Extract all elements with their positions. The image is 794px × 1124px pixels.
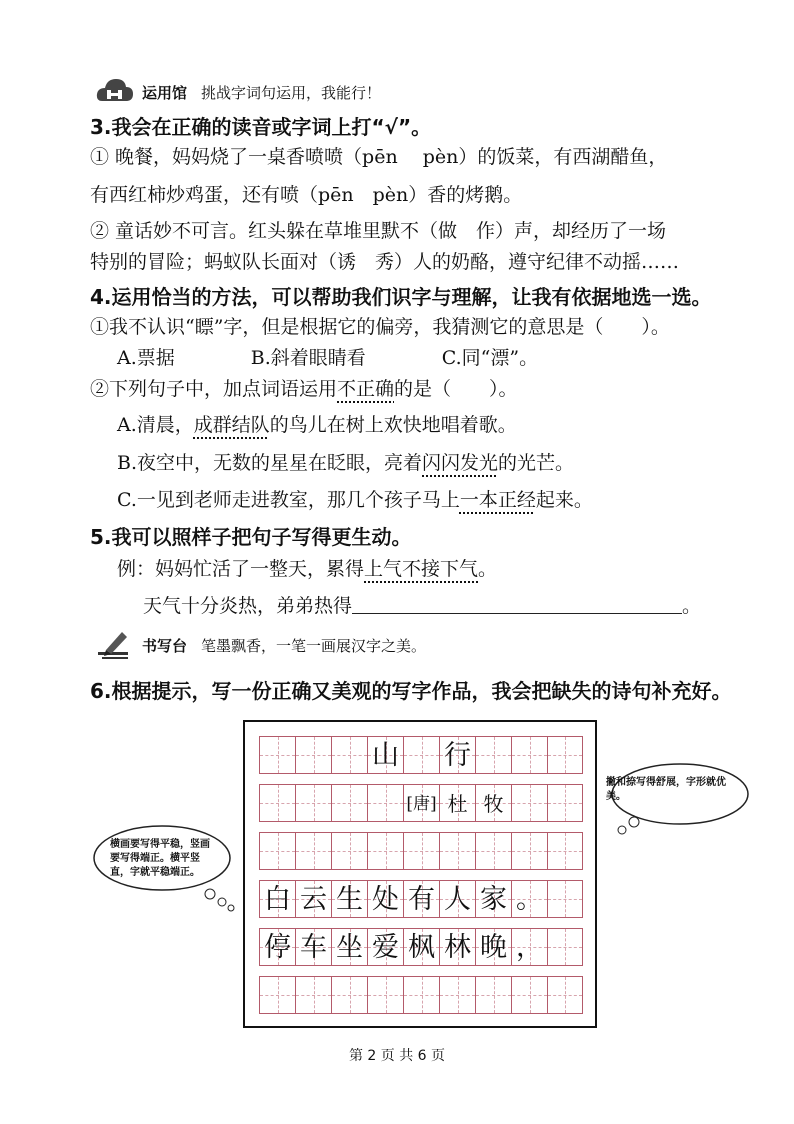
- grid-row-4: 白 云 生 处 有 人 家 。: [259, 880, 583, 918]
- left-bubble-text: 横画要写得平稳，竖画要写得端正。横平竖直，字就平稳端正。: [110, 839, 210, 878]
- q4-sub-2: ②下列句子中，加点词语运用不正确的是（ ）。: [90, 378, 518, 400]
- page-number: 第 2 页 共 6 页: [348, 1048, 446, 1064]
- grid-row-2: [唐] 杜 牧: [259, 784, 583, 822]
- grid-row-1: 山 行: [259, 736, 583, 774]
- cloud-icon: [96, 75, 134, 109]
- section-header-usage: [96, 74, 381, 110]
- q3-line-3: ② 童话妙不可言。红头躲在草堆里默不（做 作）声，却经历了一场: [90, 220, 667, 242]
- question-6-title: 6.根据提示，写一份正确又美观的写字作品，我会把缺失的诗句补充好。: [90, 679, 732, 703]
- q5-example: 例：妈妈忙活了一整天，累得上气不接下气。: [117, 558, 498, 580]
- right-bubble-text: 撇和捺写得舒展，字形就优美。: [606, 777, 726, 802]
- q5-task: 天气十分炎热，弟弟热得 。: [143, 595, 702, 617]
- question-5-title: 5.我可以照样子把句子写得更生动。: [90, 525, 412, 549]
- section-header-writing: [96, 627, 426, 663]
- grid-row-3[interactable]: [259, 832, 583, 870]
- question-4-title: 4.运用恰当的方法，可以帮助我们识字与理解，让我有依据地选一选。: [90, 285, 712, 309]
- section-name: 书写台: [142, 636, 188, 655]
- answer-blank[interactable]: [352, 594, 682, 614]
- q3-line-4: 特别的冒险；蚂蚁队长面对（诱 秀）人的奶酪，遵守纪律不动摇……: [90, 251, 680, 273]
- pencil-icon: [96, 628, 134, 662]
- grid-row-5: 停 车 坐 爱 枫 林 晚 ，: [259, 928, 583, 966]
- writing-grid: [243, 720, 597, 1028]
- q4-option-b: B.夜空中，无数的星星在眨眼，亮着闪闪发光的光芒。: [117, 452, 575, 474]
- q4-option-c: C.一见到老师走进教室，那几个孩子马上一本正经起来。: [117, 489, 593, 511]
- section-slogan: 笔墨飘香，一笔一画展汉字之美。: [201, 636, 427, 655]
- q3-line-1: ① 晚餐，妈妈烧了一桌香喷喷（pēn pèn）的饭菜，有西湖醋鱼，: [90, 146, 668, 168]
- question-3-title: 3.我会在正确的读音或字词上打“√”。: [90, 115, 432, 139]
- q4-sub-1-options: A.票据 B.斜着眼睛看 C.同“漂”。: [117, 347, 539, 369]
- q4-option-a: A.清晨，成群结队的鸟儿在树上欢快地唱着歌。: [117, 414, 517, 436]
- grid-row-6[interactable]: [259, 976, 583, 1014]
- emphasis-text: 不正确: [337, 378, 395, 400]
- section-slogan: 挑战字词句运用，我能行！: [201, 83, 382, 102]
- section-name: 运用馆: [142, 83, 188, 102]
- q4-sub-1: ①我不认识“瞟”字，但是根据它的偏旁，我猜测它的意思是（ ）。: [90, 316, 670, 338]
- q3-line-2: 有西红柿炒鸡蛋，还有喷（pēn pèn）香的烤鹅。: [90, 184, 523, 206]
